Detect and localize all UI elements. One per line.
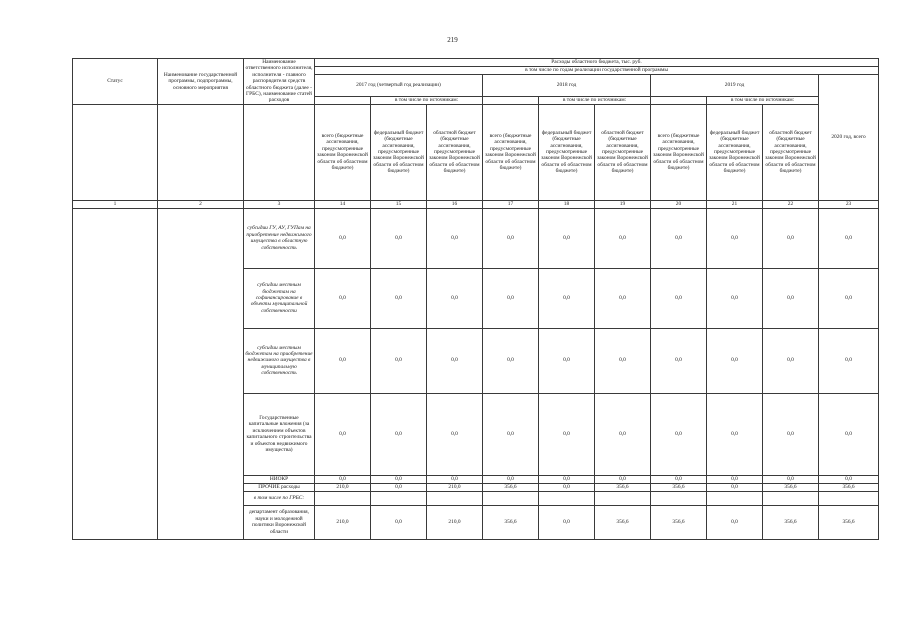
value-cell: 0,0 [763, 328, 819, 393]
value-cell: 0,0 [651, 208, 707, 268]
value-cell [819, 491, 879, 505]
value-cell: 356,6 [819, 505, 879, 539]
column-number: 1 [73, 200, 158, 208]
column-number: 23 [819, 200, 879, 208]
header-regional-2018: областной бюджет (бюджетные ассигнования, предусмотренные законом Воронежской области об областном бюджете) [595, 104, 651, 200]
value-cell [427, 491, 483, 505]
value-cell: 356,6 [595, 483, 651, 491]
column-number: 14 [315, 200, 371, 208]
value-cell: 0,0 [427, 328, 483, 393]
value-cell: 356,6 [819, 483, 879, 491]
value-cell: 0,0 [707, 505, 763, 539]
value-cell: 0,0 [371, 475, 427, 483]
value-cell: 0,0 [539, 268, 595, 328]
value-cell: 0,0 [595, 393, 651, 475]
column-number: 21 [707, 200, 763, 208]
header-executor: Наименование ответственного исполнителя, исполнителя - главного распорядителя средств областного бюджета (далее - ГРБС), наименование статей расходов [245, 59, 313, 104]
value-cell: 0,0 [483, 393, 539, 475]
value-cell [763, 491, 819, 505]
header-year-2017: 2017 год (четвертый год реализации) [315, 75, 483, 97]
header-by-years: в том числе по годам реализации государственной программы [315, 67, 879, 75]
page-number: 219 [447, 36, 458, 44]
header-sources-2019: в том числе по источникам: [707, 97, 819, 104]
value-cell: 0,0 [371, 483, 427, 491]
value-cell: 0,0 [707, 393, 763, 475]
value-cell: 0,0 [315, 208, 371, 268]
header-expenses-title: Расходы областного бюджета, тыс. руб. [315, 59, 879, 67]
value-cell: 0,0 [651, 328, 707, 393]
column-number: 20 [651, 200, 707, 208]
value-cell: 356,6 [651, 505, 707, 539]
value-cell: 0,0 [315, 475, 371, 483]
value-cell: 0,0 [539, 393, 595, 475]
column-number: 16 [427, 200, 483, 208]
expense-item-name: субсидии местным бюджетам на софинансирование в объекты муниципальной собственности [244, 268, 315, 328]
value-cell [651, 491, 707, 505]
header-federal-2017: федеральный бюджет (бюджетные ассигнования, предусмотренные законом Воронежской области об областном бюджете) [371, 104, 427, 200]
column-number: 18 [539, 200, 595, 208]
value-cell [315, 491, 371, 505]
expense-item-name: департамент образования, науки и молодежной политики Воронежской области [244, 505, 315, 539]
header-year-2018: 2018 год [483, 75, 651, 97]
value-cell: 0,0 [315, 268, 371, 328]
value-cell: 0,0 [427, 393, 483, 475]
value-cell: 0,0 [763, 268, 819, 328]
header-federal-2019: федеральный бюджет (бюджетные ассигнования, предусмотренные законом Воронежской области об областном бюджете) [707, 104, 763, 200]
column-number: 3 [244, 200, 315, 208]
value-cell: 0,0 [819, 328, 879, 393]
column-number: 15 [371, 200, 427, 208]
header-status: Статус [73, 59, 158, 105]
header-year-2019: 2019 год [651, 75, 819, 97]
value-cell: 0,0 [763, 393, 819, 475]
value-cell: 0,0 [707, 328, 763, 393]
value-cell [595, 491, 651, 505]
value-cell: 0,0 [539, 475, 595, 483]
value-cell: 0,0 [483, 328, 539, 393]
program-name-cell [158, 208, 244, 539]
header-blank [158, 104, 244, 200]
header-blank [483, 97, 539, 104]
value-cell: 0,0 [595, 475, 651, 483]
column-number: 17 [483, 200, 539, 208]
value-cell: 0,0 [763, 475, 819, 483]
expense-item-name: субсидии ГУ, АУ, ГУПам на приобретение недвижимого имущества в областную собственность [244, 208, 315, 268]
value-cell: 210,0 [315, 505, 371, 539]
value-cell: 0,0 [651, 475, 707, 483]
value-cell: 0,0 [595, 208, 651, 268]
status-cell [73, 208, 158, 539]
header-2020-total: 2020 год, всего [819, 75, 879, 201]
value-cell: 0,0 [595, 268, 651, 328]
value-cell: 0,0 [707, 208, 763, 268]
value-cell: 0,0 [483, 475, 539, 483]
value-cell: 0,0 [707, 268, 763, 328]
value-cell: 0,0 [595, 328, 651, 393]
expense-item-name: ПРОЧИЕ расходы [244, 483, 315, 491]
expense-item-name: НИОКР [244, 475, 315, 483]
expense-item-name: в том числе по ГРБС: [244, 491, 315, 505]
expense-item-name: Государственные капитальные вложения (за исключением объектов капитального строительства и объектов недвижимого имущества) [244, 393, 315, 475]
value-cell: 356,6 [763, 483, 819, 491]
value-cell: 0,0 [819, 393, 879, 475]
header-blank [315, 97, 371, 104]
value-cell: 0,0 [371, 505, 427, 539]
value-cell: 0,0 [427, 268, 483, 328]
value-cell: 0,0 [707, 483, 763, 491]
value-cell: 0,0 [483, 208, 539, 268]
value-cell: 0,0 [427, 475, 483, 483]
value-cell: 356,6 [763, 505, 819, 539]
column-number: 22 [763, 200, 819, 208]
value-cell [539, 491, 595, 505]
header-total-2017: всего (бюджетные ассигнования, предусмотренные законом Воронежской области об областном бюджете) [315, 104, 371, 200]
value-cell: 0,0 [371, 268, 427, 328]
value-cell: 0,0 [371, 328, 427, 393]
value-cell: 0,0 [819, 268, 879, 328]
value-cell [707, 491, 763, 505]
value-cell: 0,0 [539, 208, 595, 268]
value-cell: 210,0 [427, 483, 483, 491]
value-cell: 0,0 [539, 505, 595, 539]
header-sources-2017: в том числе по источникам: [371, 97, 483, 104]
value-cell: 0,0 [539, 328, 595, 393]
header-total-2018: всего (бюджетные ассигнования, предусмотренные законом Воронежской области об областном бюджете) [483, 104, 539, 200]
header-total-2019: всего (бюджетные ассигнования, предусмотренные законом Воронежской области об областном бюджете) [651, 104, 707, 200]
value-cell: 0,0 [819, 475, 879, 483]
header-program-name: Наименование государственной программы, подпрограммы, основного мероприятия [158, 59, 244, 105]
header-sources-2018: в том числе по источникам: [539, 97, 651, 104]
value-cell: 0,0 [539, 483, 595, 491]
value-cell: 0,0 [371, 208, 427, 268]
value-cell: 0,0 [315, 328, 371, 393]
header-blank [651, 97, 707, 104]
value-cell [483, 491, 539, 505]
value-cell: 0,0 [651, 268, 707, 328]
value-cell: 0,0 [483, 268, 539, 328]
value-cell: 356,6 [483, 483, 539, 491]
value-cell: 356,6 [595, 505, 651, 539]
budget-table [72, 58, 879, 540]
column-number: 2 [158, 200, 244, 208]
value-cell: 210,0 [427, 505, 483, 539]
value-cell: 0,0 [427, 208, 483, 268]
value-cell: 0,0 [651, 393, 707, 475]
expense-item-name: субсидии местным бюджетам на приобретение недвижимого имущества в муниципальную собственность [244, 328, 315, 393]
value-cell: 0,0 [315, 393, 371, 475]
value-cell: 0,0 [371, 393, 427, 475]
value-cell: 356,6 [651, 483, 707, 491]
value-cell: 356,6 [483, 505, 539, 539]
header-federal-2018: федеральный бюджет (бюджетные ассигнования, предусмотренные законом Воронежской области об областном бюджете) [539, 104, 595, 200]
table-row [73, 208, 879, 268]
header-blank [73, 104, 158, 200]
value-cell: 0,0 [819, 208, 879, 268]
value-cell: 0,0 [763, 208, 819, 268]
header-regional-2017: областной бюджет (бюджетные ассигнования, предусмотренные законом Воронежской области об областном бюджете) [427, 104, 483, 200]
header-blank [244, 104, 315, 200]
value-cell: 210,0 [315, 483, 371, 491]
column-number: 19 [595, 200, 651, 208]
value-cell: 0,0 [707, 475, 763, 483]
header-regional-2019: областной бюджет (бюджетные ассигнования, предусмотренные законом Воронежской области об областном бюджете) [763, 104, 819, 200]
value-cell [371, 491, 427, 505]
